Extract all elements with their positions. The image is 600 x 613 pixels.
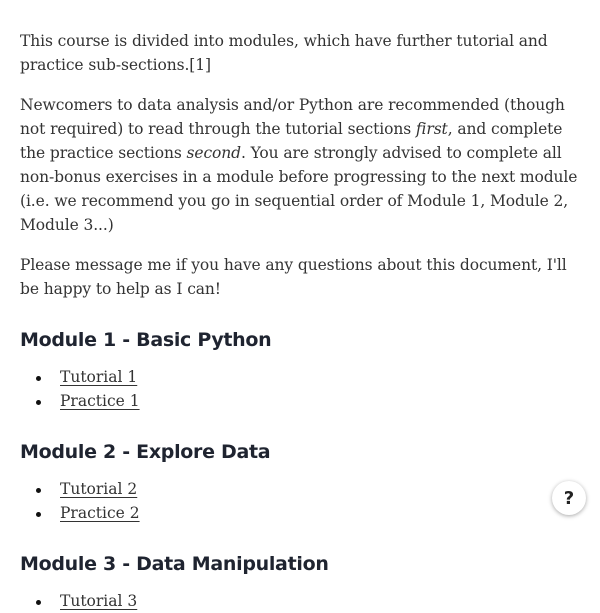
list-item <box>60 389 580 413</box>
contact-paragraph: Please message me if you have any questions about this document, I'll be happy to help as I can! <box>20 256 567 298</box>
intro-paragraph: This course is divided into modules, which have further tutorial and practice sub-sections.[1] <box>20 32 548 74</box>
practice-2-link[interactable]: Practice 2 <box>60 504 140 522</box>
list-item <box>60 477 580 501</box>
question-icon: ? <box>563 487 575 509</box>
module-2-links <box>20 477 580 525</box>
tutorial-3-link[interactable]: Tutorial 3 <box>60 592 138 610</box>
list-item <box>60 365 580 389</box>
emphasis-first: first <box>415 120 448 138</box>
help-button[interactable] <box>552 481 586 515</box>
practice-1-link[interactable]: Practice 1 <box>60 392 140 410</box>
emphasis-second: second <box>186 144 241 162</box>
module-1-links <box>20 365 580 413</box>
tutorial-2-link[interactable]: Tutorial 2 <box>60 480 138 498</box>
module-2-heading: Module 2 - Explore Data <box>20 441 271 463</box>
document-body <box>20 29 580 613</box>
guidance-text-1: Newcomers to data analysis and/or Python are recommended (though not required) to read through the tutorial sections <box>20 96 565 138</box>
guidance-text-3: . You are strongly advised to complete all non-bonus exercises in a module before progressing to the next module (i.e. we recommend you go in sequential order of Module 1, Module 2, Module 3...) <box>20 144 578 234</box>
list-item <box>60 589 580 613</box>
guidance-paragraph <box>20 93 580 237</box>
module-3-heading: Module 3 - Data Manipulation <box>20 553 329 575</box>
module-1-heading: Module 1 - Basic Python <box>20 329 272 351</box>
list-item <box>60 501 580 525</box>
guidance-text-2: , and complete the practice sections <box>20 120 563 162</box>
module-3-links <box>20 589 580 613</box>
tutorial-1-link[interactable]: Tutorial 1 <box>60 368 138 386</box>
